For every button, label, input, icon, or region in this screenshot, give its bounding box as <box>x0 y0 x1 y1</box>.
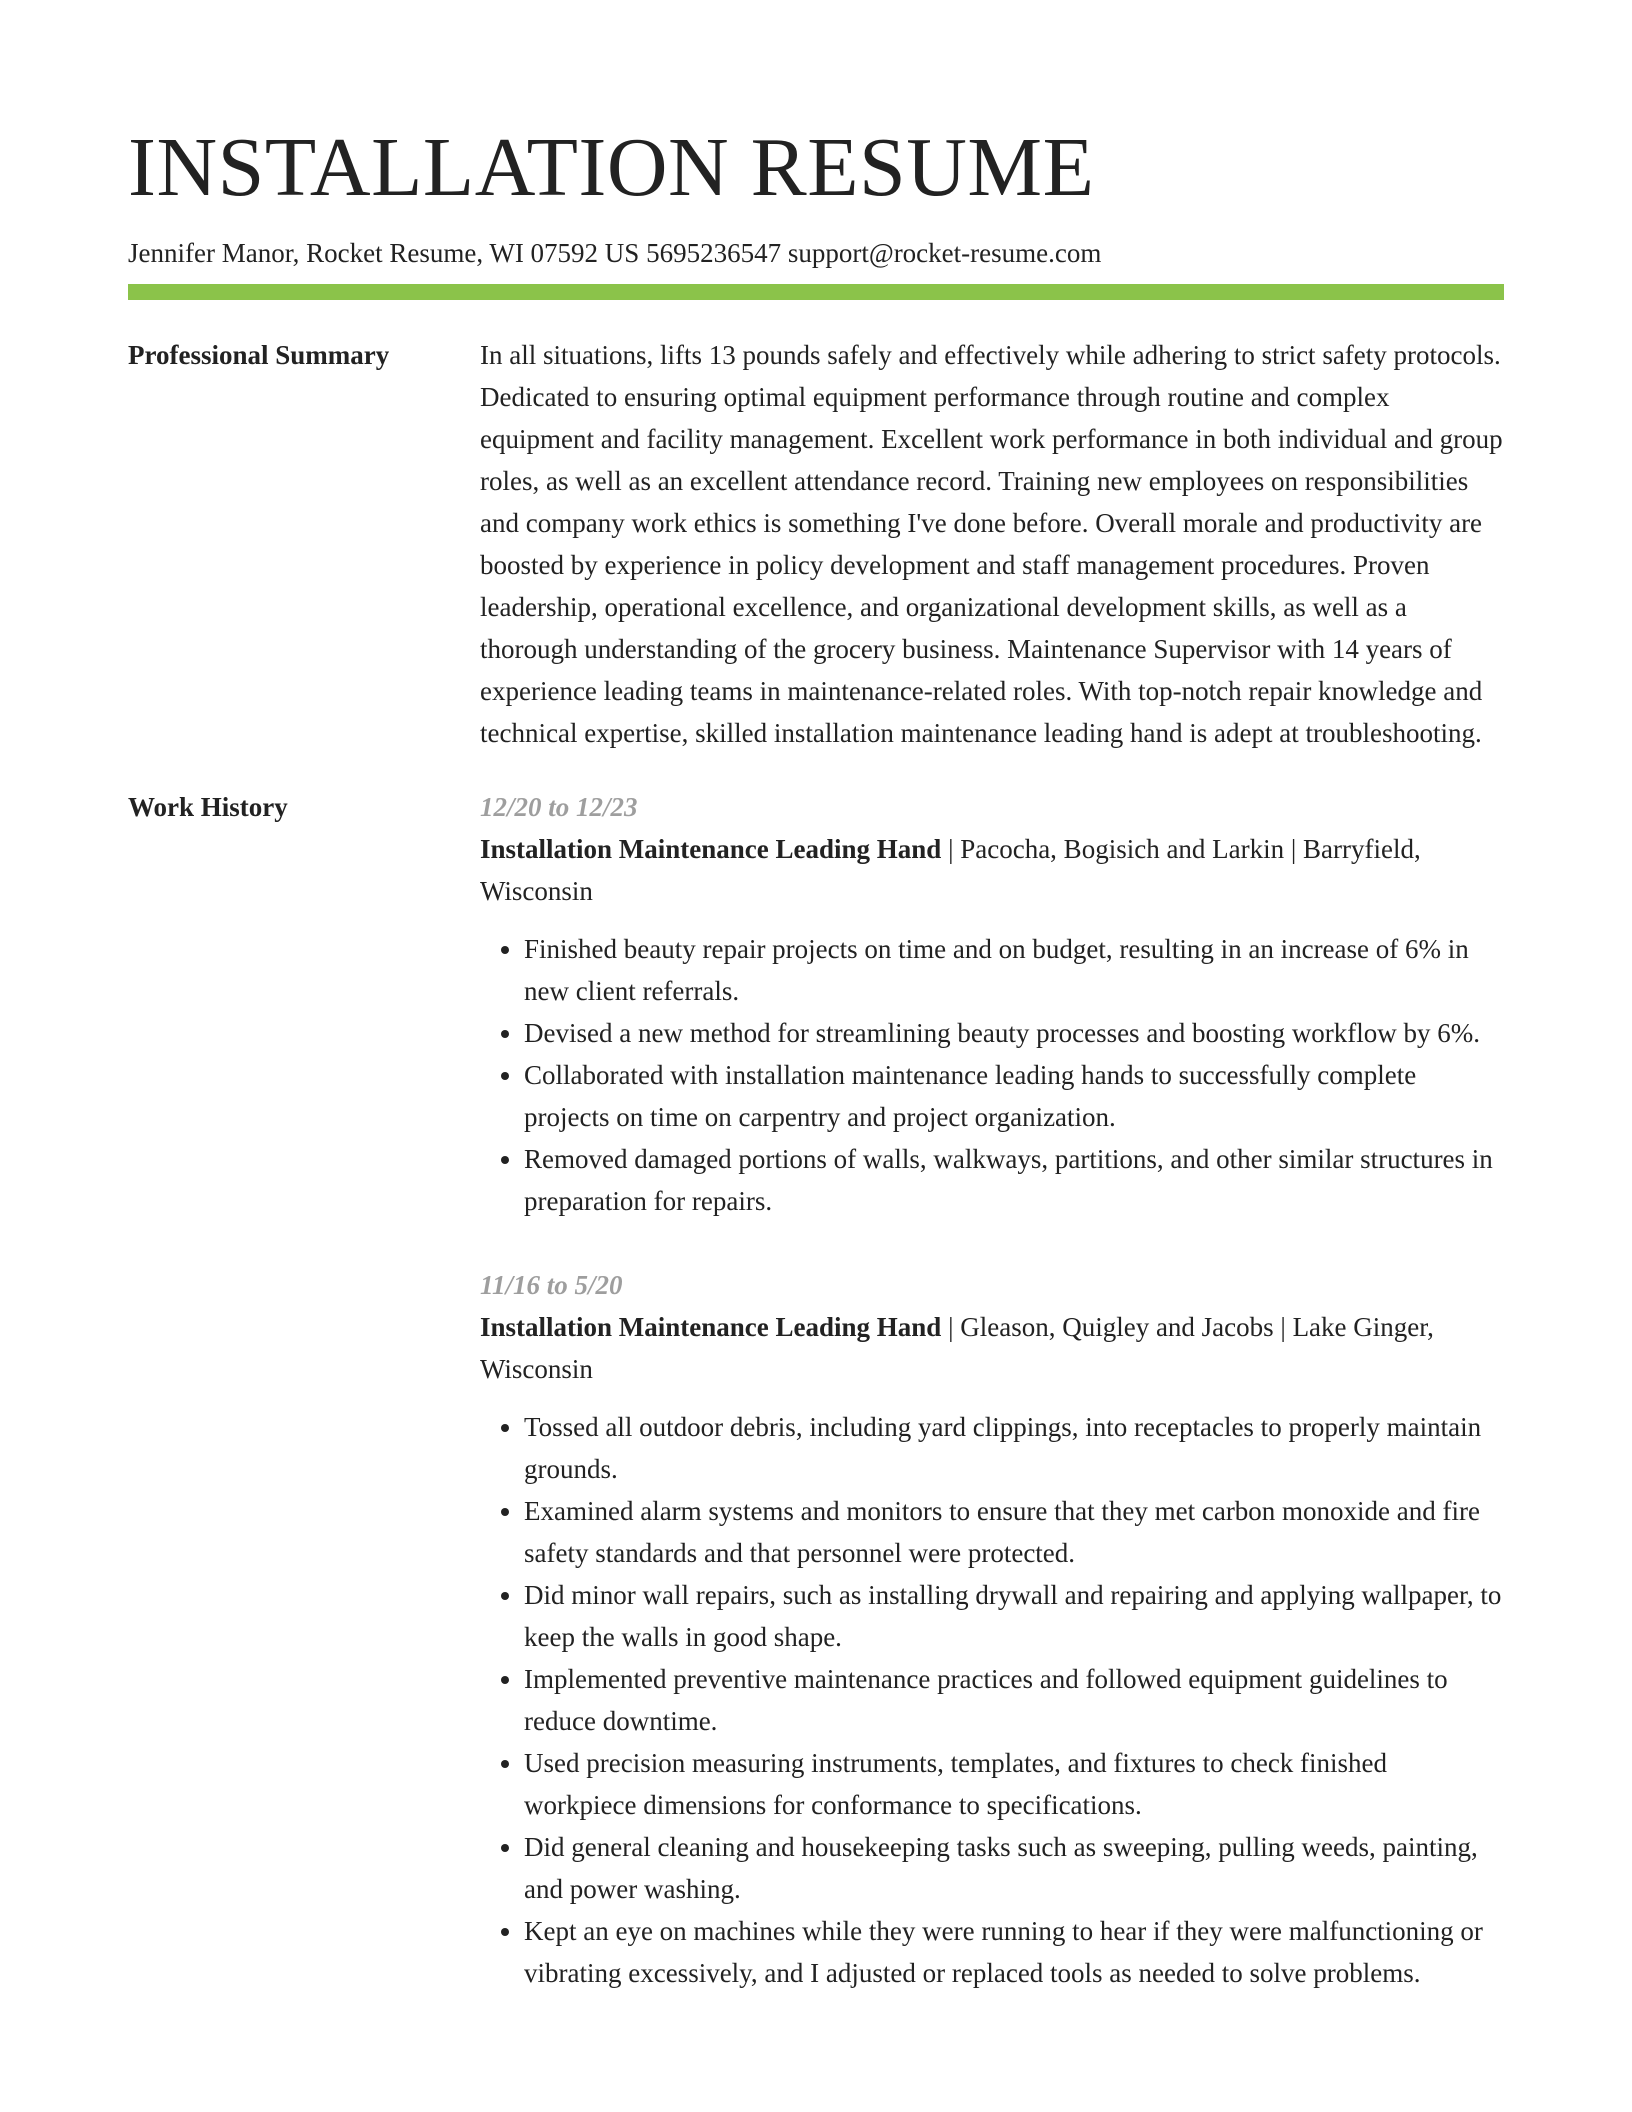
summary-text: In all situations, lifts 13 pounds safely and effectively while adhering to strict safety protocols. Dedicated to ensuring optimal equipment performance through routine and complex equipment and facility management. Excellent work performance in both individual and group roles, as well as an excellent attendance record. Training new employees on responsibilities and company work ethics is something I've done before. Overall morale and productivity are boosted by experience in policy development and staff management procedures. Proven leadership, operational excellence, and organizational development skills, as well as a thorough understanding of the grocery business. Maintenance Supervisor with 14 years of experience leading teams in maintenance-related roles. With top-notch repair knowledge and technical expertise, skilled installation maintenance leading hand is adept at troubleshooting. <box>480 340 1503 748</box>
resume-page <box>128 0 1504 2036</box>
section-work-history <box>128 786 1504 2036</box>
job-bullet: • Kept an eye on machines while they were running to hear if they were malfunctioning or vibrating excessively, and I adjusted or replaced tools as needed to solve problems. <box>524 1910 1504 1994</box>
job-entry <box>480 1264 1504 1994</box>
header-divider <box>128 284 1504 300</box>
section-label-summary: Professional Summary <box>128 340 390 370</box>
section-body-summary <box>480 334 1504 754</box>
section-professional-summary <box>128 334 1504 754</box>
job-bullet: • Collaborated with installation maintenance leading hands to successfully complete projects on time on carpentry and project organization. <box>524 1054 1504 1138</box>
job-dates: 11/16 to 5/20 <box>480 1270 623 1300</box>
job-employer-location: | Pacocha, Bogisich and Larkin | Barryfield, Wisconsin <box>480 834 1421 906</box>
job-heading <box>480 828 1504 912</box>
section-body-work-history <box>480 786 1504 2036</box>
resume-title: INSTALLATION RESUME <box>128 121 1095 214</box>
job-bullet: • Used precision measuring instruments, templates, and fixtures to check finished workpiece dimensions for conformance to specifications. <box>524 1742 1504 1826</box>
job-title: Installation Maintenance Leading Hand <box>480 1312 942 1342</box>
job-bullet-list <box>480 1406 1504 1994</box>
section-label-work-history: Work History <box>128 792 288 822</box>
job-dates: 12/20 to 12/23 <box>480 792 638 822</box>
job-entry <box>480 786 1504 1222</box>
contact-line: Jennifer Manor, Rocket Resume, WI 07592 US 5695236547 support@rocket-resume.com <box>128 238 1102 268</box>
job-bullet: • Devised a new method for streamlining beauty processes and boosting workflow by 6%. <box>524 1012 1504 1054</box>
job-bullet: • Finished beauty repair projects on time and on budget, resulting in an increase of 6% in new client referrals. <box>524 928 1504 1012</box>
job-heading <box>480 1306 1504 1390</box>
job-bullet: • Examined alarm systems and monitors to ensure that they met carbon monoxide and fire safety standards and that personnel were protected. <box>524 1490 1504 1574</box>
job-bullet-list <box>480 928 1504 1222</box>
job-bullet: • Did general cleaning and housekeeping tasks such as sweeping, pulling weeds, painting, and power washing. <box>524 1826 1504 1910</box>
job-bullet: • Removed damaged portions of walls, walkways, partitions, and other similar structures in preparation for repairs. <box>524 1138 1504 1222</box>
job-title: Installation Maintenance Leading Hand <box>480 834 942 864</box>
job-bullet: • Tossed all outdoor debris, including yard clippings, into receptacles to properly maintain grounds. <box>524 1406 1504 1490</box>
job-bullet: • Did minor wall repairs, such as installing drywall and repairing and applying wallpaper, to keep the walls in good shape. <box>524 1574 1504 1658</box>
job-bullet: • Implemented preventive maintenance practices and followed equipment guidelines to reduce downtime. <box>524 1658 1504 1742</box>
job-employer-location: | Gleason, Quigley and Jacobs | Lake Ginger, Wisconsin <box>480 1312 1434 1384</box>
